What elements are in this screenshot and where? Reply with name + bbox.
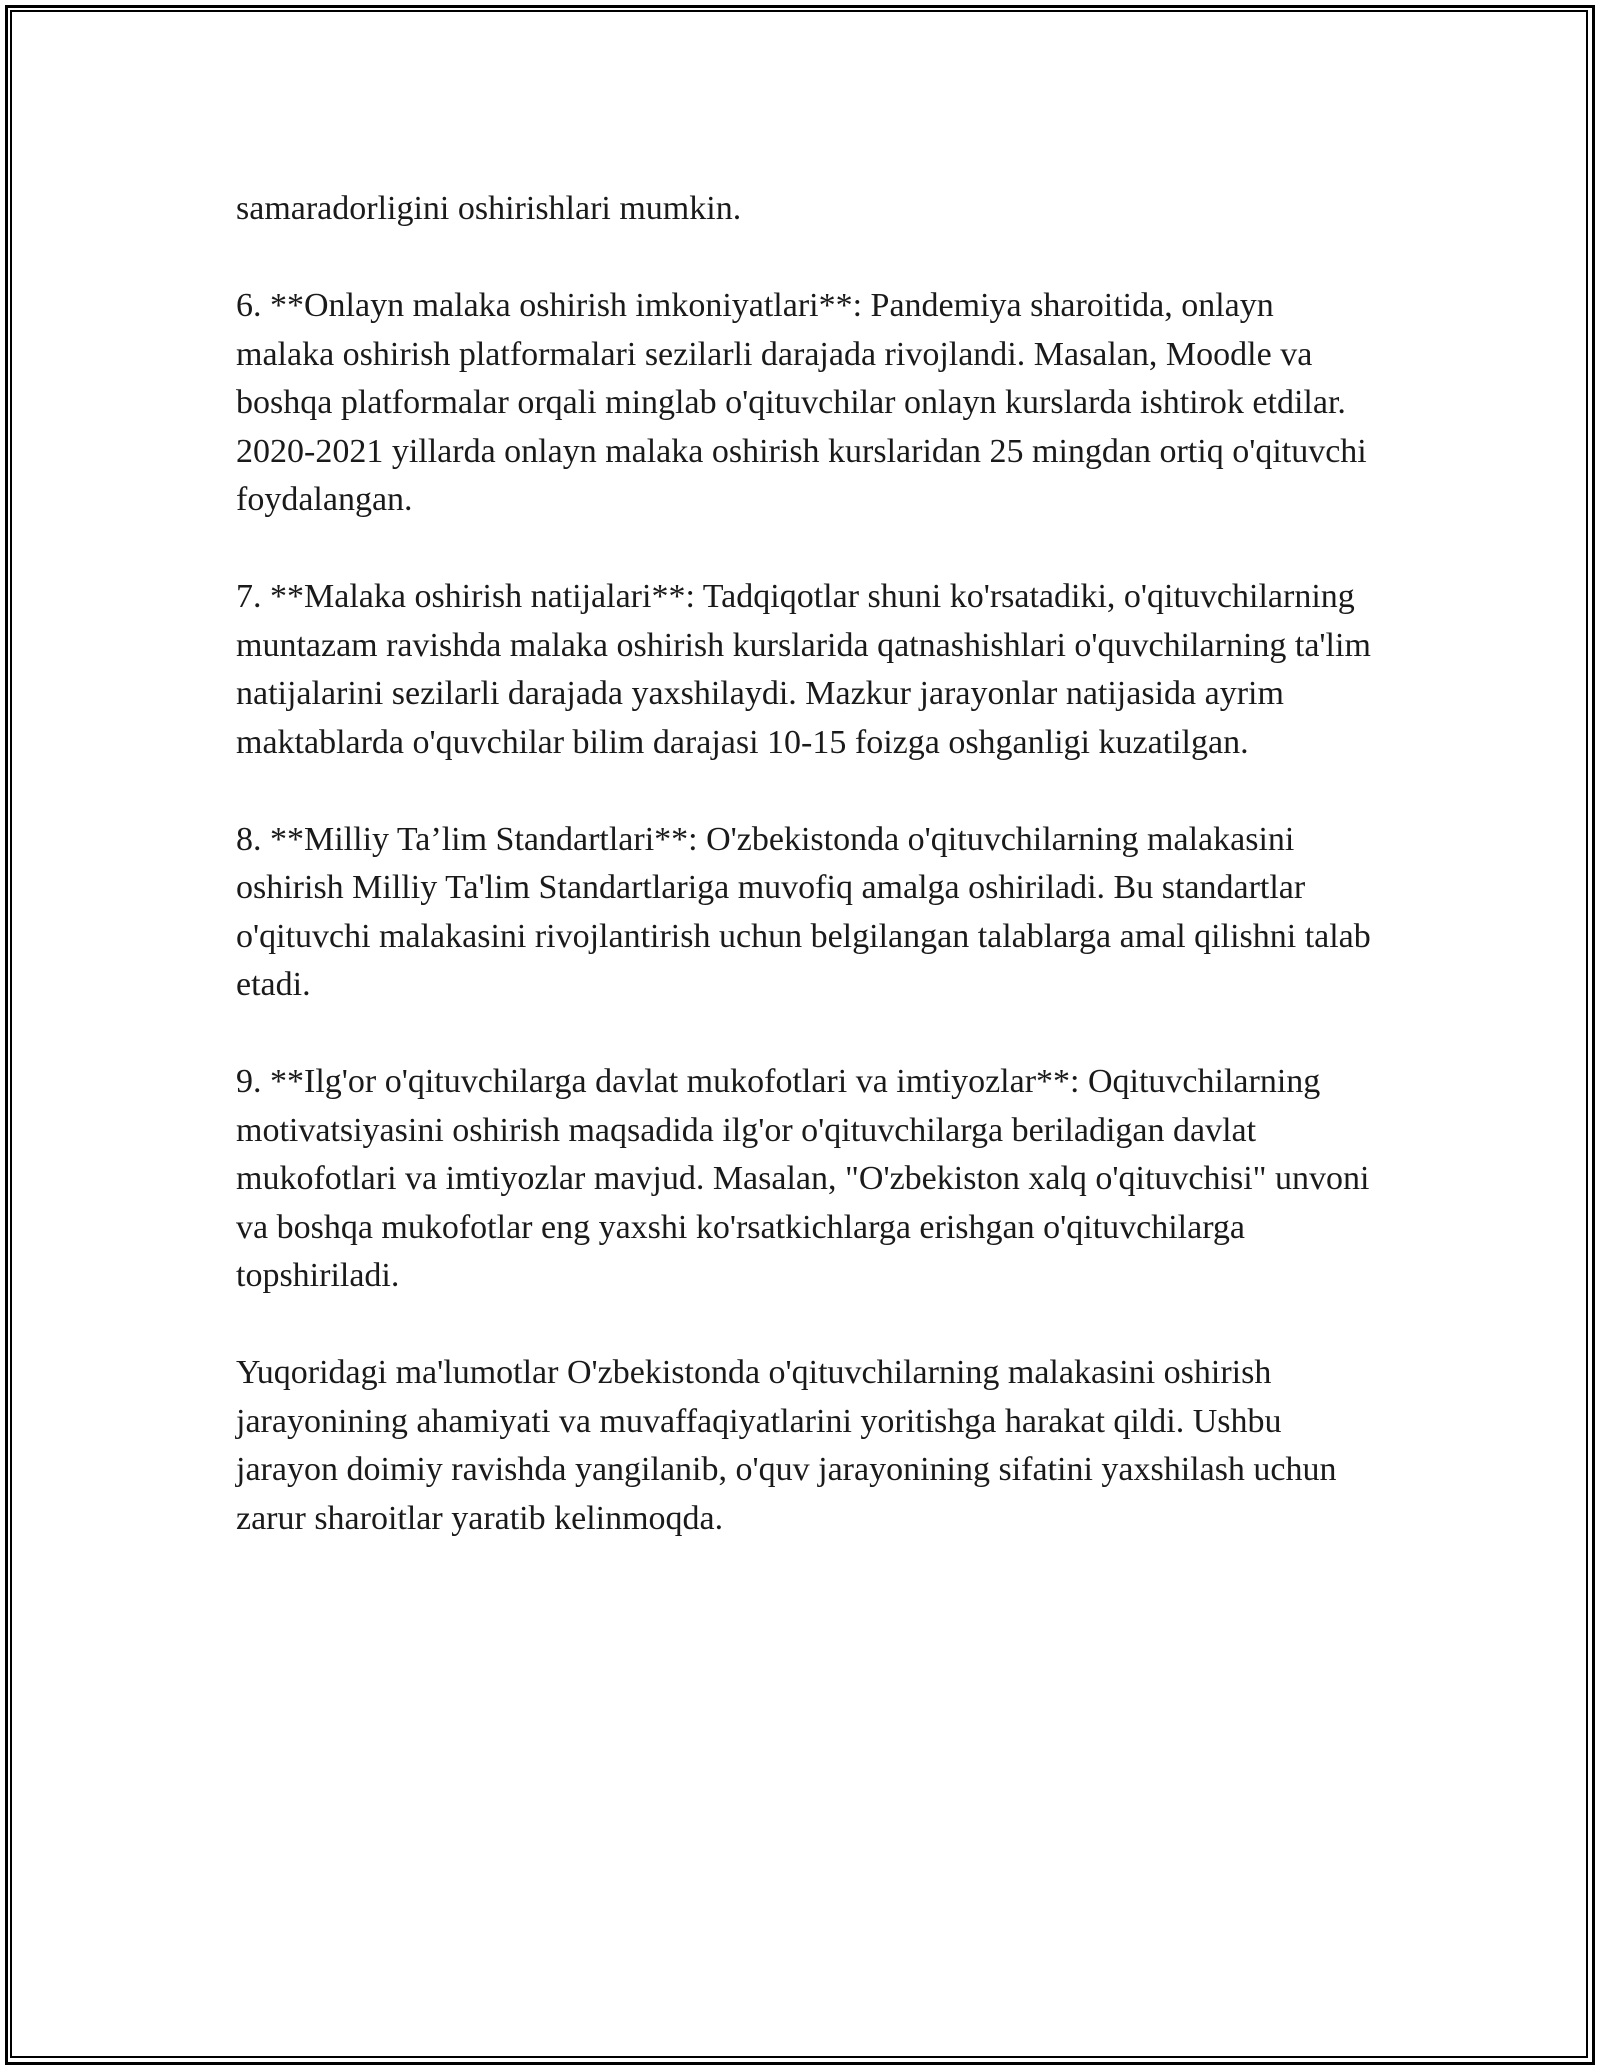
paragraph-item-9: 9. **Ilg'or o'qituvchilarga davlat mukofotlari va imtiyozlar**: Oqituvchilarning motivatsiyasini oshirish maqsadida ilg'or o'qituvchilarga beriladigan davlat mukofotlari va imtiyozlar mavjud. Masalan, "O'zbekiston xalq o'qituvchisi" unvoni va boshqa mukofotlar eng yaxshi ko'rsatkichlarga erishgan o'qituvchilarga topshiriladi. bbox=[236, 1063, 1370, 1294]
paragraph-continuation: samaradorligini oshirishlari mumkin. bbox=[236, 190, 742, 227]
paragraph-item-8: 8. **Milliy Ta’lim Standartlari**: O'zbekistonda o'qituvchilarning malakasini oshirish Milliy Ta'lim Standartlariga muvofiq amalga oshiriladi. Bu standartlar o'qituvchi malakasini rivojlantirish uchun belgilangan talablarga amal qilishni talab etadi. bbox=[236, 820, 1371, 1003]
paragraph-item-7: 7. **Malaka oshirish natijalari**: Tadqiqotlar shuni ko'rsatadiki, o'qituvchilarning muntazam ravishda malaka oshirish kurslarida qatnashishlari o'quvchilarning ta'lim natijalarini sezilarli darajada yaxshilaydi. Mazkur jarayonlar natijasida ayrim maktablarda o'quvchilar bilim darajasi 10-15 foizga oshganligi kuzatilgan. bbox=[236, 578, 1371, 761]
paragraph-item-6: 6. **Onlayn malaka oshirish imkoniyatlari**: Pandemiya sharoitida, onlayn malaka oshirish platformalari sezilarli darajada rivojlandi. Masalan, Moodle va boshqa platformalar orqali minglab o'qituvchilar onlayn kurslarda ishtirok etdilar. 2020-2021 yillarda onlayn malaka oshirish kurslaridan 25 mingdan ortiq o'qituvchi foydalangan. bbox=[236, 287, 1367, 518]
document-body bbox=[236, 185, 1376, 1592]
paragraph-conclusion: Yuqoridagi ma'lumotlar O'zbekistonda o'qituvchilarning malakasini oshirish jarayonining ahamiyati va muvaffaqiyatlarini yoritishga harakat qildi. Ushbu jarayon doimiy ravishda yangilanib, o'quv jarayonining sifatini yaxshilash uchun zarur sharoitlar yaratib kelinmoqda. bbox=[236, 1354, 1337, 1537]
